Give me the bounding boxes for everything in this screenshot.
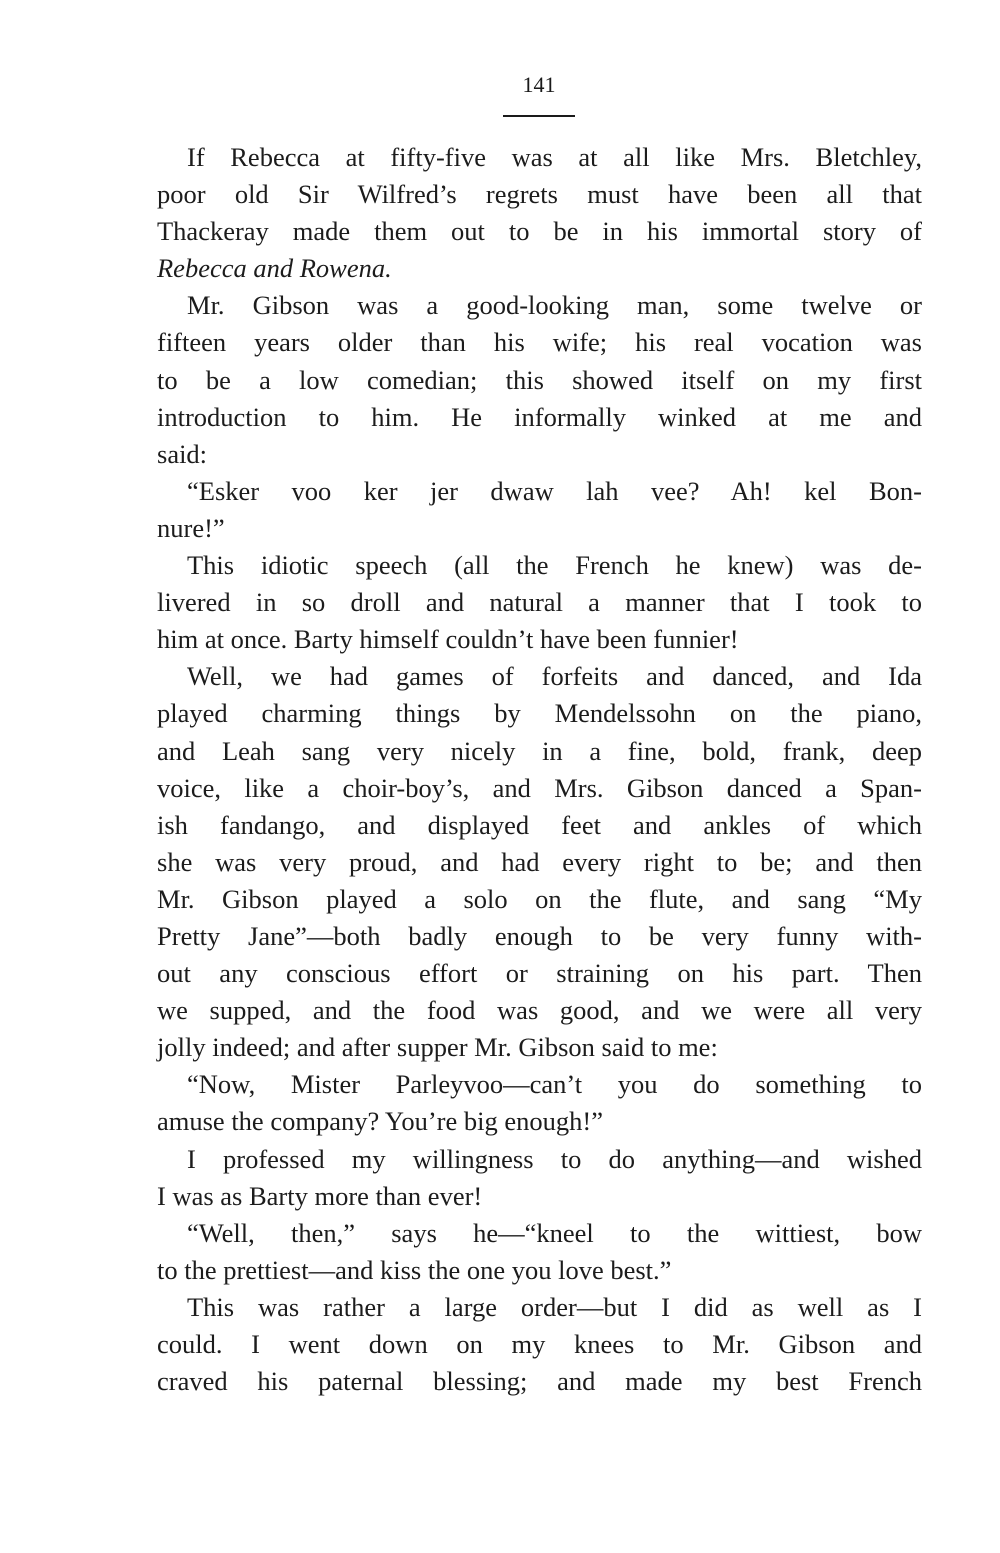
text-line: nure!” xyxy=(157,512,225,543)
text-line: could. I went down on my knees to Mr. Gibson and xyxy=(157,1329,922,1359)
text-line: we supped, and the food was good, and we were all very xyxy=(157,995,922,1026)
text-line: I was as Barty more than ever! xyxy=(157,1180,483,1211)
text-line: him at once. Barty himself couldn’t have been funnier! xyxy=(157,624,739,655)
text-line: Mr. Gibson played a solo on the flute, and sang “My xyxy=(157,883,922,914)
text-line: introduction to him. He informally winked at me and xyxy=(157,401,922,432)
body-text xyxy=(157,139,922,1400)
text-line: livered in so droll and natural a manner that I took to xyxy=(157,587,922,618)
text-line: If Rebecca at fifty-five was at all like Mrs. Bletchley, xyxy=(187,142,922,172)
page-number: 141 xyxy=(522,72,556,97)
text-line: Well, we had games of forfeits and danced, and Ida xyxy=(187,661,922,692)
text-line: played charming things by Mendelssohn on the piano, xyxy=(157,698,922,729)
text-line: jolly indeed; and after supper Mr. Gibson said to me: xyxy=(157,1032,718,1063)
text-line: to the prettiest—and kiss the one you love best.” xyxy=(157,1254,672,1285)
text-line: craved his paternal blessing; and made my best French xyxy=(157,1366,922,1397)
text-line: ish fandango, and displayed feet and ankles of which xyxy=(157,809,922,840)
text-line: to be a low comedian; this showed itself on my first xyxy=(157,364,922,395)
text-line: “Well, then,” says he—“kneel to the wittiest, bow xyxy=(187,1217,922,1248)
italic-title: Rebecca and Rowena. xyxy=(157,253,392,284)
text-line: Pretty Jane”—both badly enough to be very funny with- xyxy=(157,920,922,951)
text-line: I professed my willingness to do anything—and wished xyxy=(187,1143,922,1174)
text-line: out any conscious effort or straining on his part. Then xyxy=(157,958,922,989)
text-line: voice, like a choir-boy’s, and Mrs. Gibson danced a Span- xyxy=(157,772,922,803)
text-line: and Leah sang very nicely in a fine, bold, frank, deep xyxy=(157,735,922,766)
text-line: This idiotic speech (all the French he knew) was de- xyxy=(187,550,922,581)
text-line: amuse the company? You’re big enough!” xyxy=(157,1106,603,1137)
text-line: she was very proud, and had every right to be; and then xyxy=(157,846,922,877)
text-line: “Esker voo ker jer dwaw lah vee? Ah! kel Bon- xyxy=(187,475,922,506)
text-line: Mr. Gibson was a good-looking man, some twelve or xyxy=(187,290,922,321)
text-line: fifteen years older than his wife; his real vocation was xyxy=(157,327,922,358)
text-line xyxy=(157,250,922,287)
text-line: said: xyxy=(157,438,208,469)
text-line: poor old Sir Wilfred’s regrets must have been all that xyxy=(157,179,922,210)
text-line: This was rather a large order—but I did as well as I xyxy=(187,1291,922,1322)
header-rule xyxy=(503,115,575,117)
text-line: Thackeray made them out to be in his immortal story of xyxy=(157,216,922,247)
text-line: “Now, Mister Parleyvoo—can’t you do something to xyxy=(187,1069,922,1100)
